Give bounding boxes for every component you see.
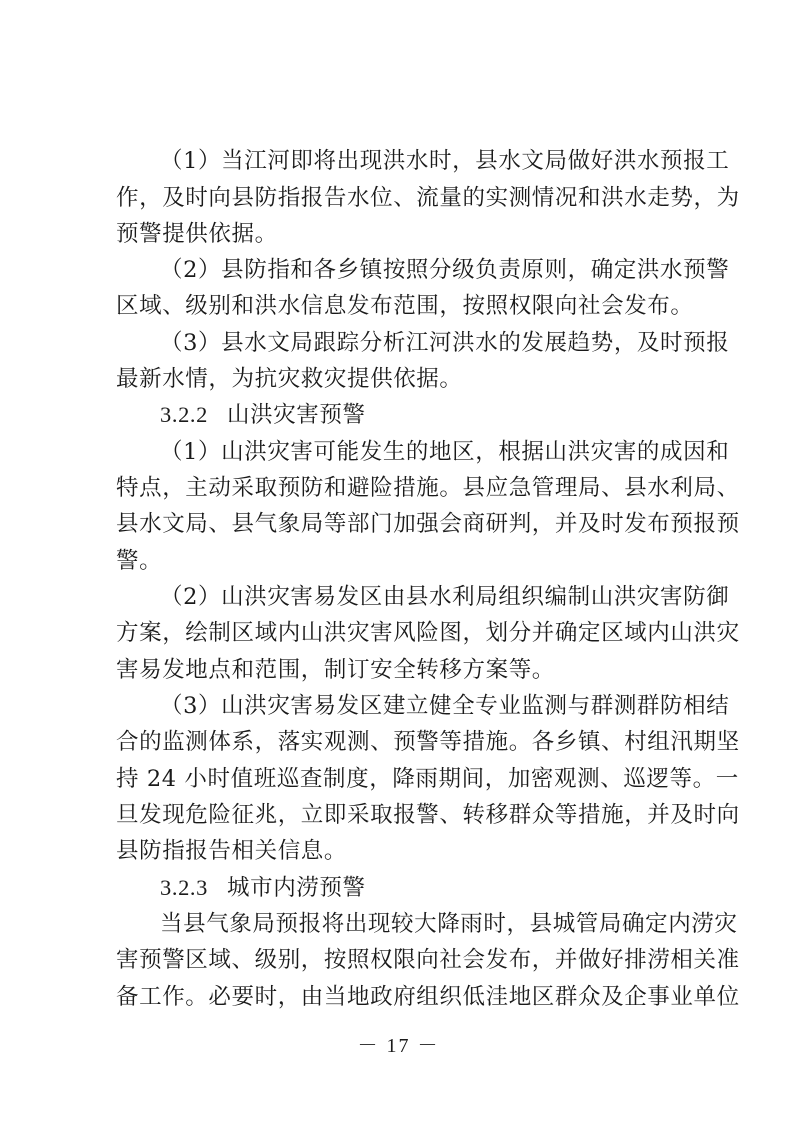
paragraph-line: 持 24 小时值班巡查制度，降雨期间，加密观测、巡逻等。一	[116, 766, 739, 792]
section-title: 山洪灾害预警	[227, 402, 366, 428]
paragraph-line: （3）山洪灾害易发区建立健全专业监测与群测群防相结	[160, 693, 730, 719]
page-number: － 17 －	[357, 1035, 440, 1057]
paragraph-line: 合的监测体系，落实观测、预警等措施。各乡镇、村组汛期坚	[116, 729, 740, 755]
paragraph-line: 方案，绘制区域内山洪灾害风险图，划分并确定区域内山洪灾	[116, 620, 740, 646]
section-number: 3.2.2	[160, 402, 208, 427]
paragraph-line: 害预警区域、级别，按照权限向社会发布，并做好排涝相关准	[116, 947, 740, 973]
section-heading-3-2-2	[160, 400, 726, 430]
section-heading-3-2-3	[160, 873, 726, 903]
paragraph-line: （2）县防指和各乡镇按照分级负责原则，确定洪水预警	[160, 257, 730, 283]
paragraph-line: 县水文局、县气象局等部门加强会商研判，并及时发布预报预	[116, 511, 740, 537]
section-number: 3.2.3	[160, 875, 208, 900]
paragraph-line: 旦发现危险征兆，立即采取报警、转移群众等措施，并及时向	[116, 802, 740, 828]
paragraph-line: （3）县水文局跟踪分析江河洪水的发展趋势，及时预报	[160, 330, 730, 356]
paragraph-line: 当县气象局预报将出现较大降雨时，县城管局确定内涝灾	[160, 911, 738, 937]
paragraph-line: 县防指报告相关信息。	[116, 838, 348, 864]
paragraph-line: 备工作。必要时，由当地政府组织低洼地区群众及企事业单位	[116, 984, 740, 1010]
paragraph-line: （1）当江河即将出现洪水时，县水文局做好洪水预报工	[160, 148, 730, 174]
paragraph-line: 作，及时向县防指报告水位、流量的实测情况和洪水走势，为	[116, 185, 740, 211]
paragraph-line: 警。	[116, 548, 163, 574]
section-title: 城市内涝预警	[227, 875, 366, 901]
paragraph-line: 区域、级别和洪水信息发布范围，按照权限向社会发布。	[116, 293, 694, 319]
paragraph-line: 最新水情，为抗灾救灾提供依据。	[116, 366, 463, 392]
paragraph-line: 害易发地点和范围，制订安全转移方案等。	[116, 657, 555, 683]
paragraph-line: （1）山洪灾害可能发生的地区，根据山洪灾害的成因和	[160, 439, 730, 465]
paragraph-line: （2）山洪灾害易发区由县水利局组织编制山洪灾害防御	[160, 584, 730, 610]
paragraph-line: 特点，主动采取预防和避险措施。县应急管理局、县水利局、	[116, 475, 740, 501]
paragraph-line: 预警提供依据。	[116, 221, 278, 247]
